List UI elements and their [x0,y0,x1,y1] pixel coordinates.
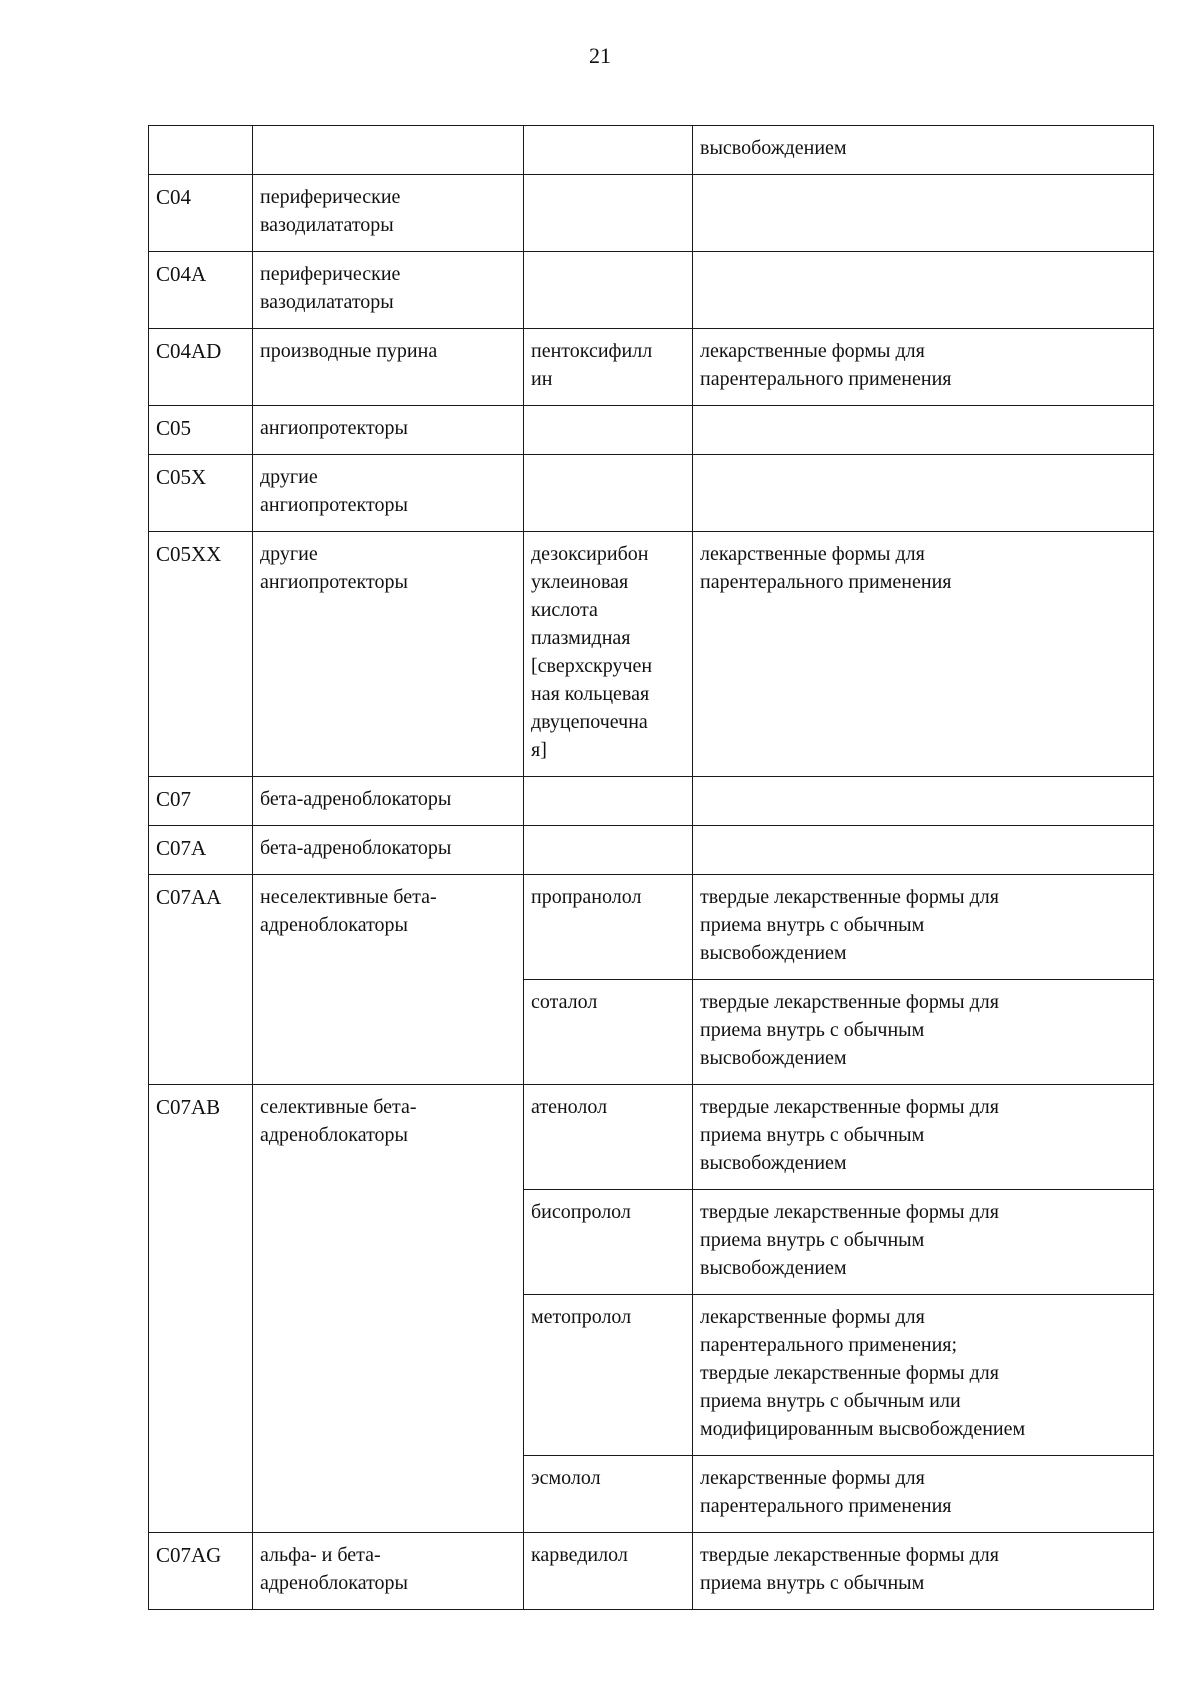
dosage-form: твердые лекарственные формы для приема внутрь с обычным высвобождением [693,1085,1154,1190]
dosage-form [693,455,1154,532]
dosage-form [693,252,1154,329]
atc-code: C07 [149,777,253,826]
table-row [149,777,1154,826]
dosage-form: твердые лекарственные формы для приема внутрь с обычным высвобождением [693,875,1154,980]
group-name: периферические вазодилататоры [253,252,524,329]
group-name [253,126,524,175]
atc-code: C07AA [149,875,253,1085]
table-row [149,455,1154,532]
atc-code [149,126,253,175]
dosage-form [693,826,1154,875]
drug-name [524,826,693,875]
group-name: производные пурина [253,329,524,406]
dosage-form: лекарственные формы для парентерального применения; твердые лекарственные формы для приема внутрь с обычным или модифицированным высвобождением [693,1295,1154,1456]
group-name: альфа- и бета- адреноблокаторы [253,1533,524,1610]
atc-code: C07AB [149,1085,253,1533]
group-name: другие ангиопротекторы [253,532,524,777]
table-row [149,875,1154,980]
group-name: ангиопротекторы [253,406,524,455]
drug-name: соталол [524,980,693,1085]
page-number: 21 [589,43,611,68]
atc-code: C07AG [149,1533,253,1610]
dosage-form: твердые лекарственные формы для приема внутрь с обычным высвобождением [693,980,1154,1085]
dosage-form [693,406,1154,455]
group-name: неселективные бета- адреноблокаторы [253,875,524,1085]
dosage-form: лекарственные формы для парентерального применения [693,532,1154,777]
drug-name: дезоксирибон уклеиновая кислота плазмидная [сверхскручен ная кольцевая двуцепочечна я] [524,532,693,777]
dosage-form: твердые лекарственные формы для приема внутрь с обычным высвобождением [693,1190,1154,1295]
dosage-form: лекарственные формы для парентерального применения [693,329,1154,406]
table-row [149,329,1154,406]
table-row [149,1533,1154,1610]
table-row [149,532,1154,777]
drug-name: атенолол [524,1085,693,1190]
group-name: другие ангиопротекторы [253,455,524,532]
table-row [149,126,1154,175]
dosage-form: высвобождением [693,126,1154,175]
atc-code: C04 [149,175,253,252]
atc-code: C05XX [149,532,253,777]
dosage-form [693,175,1154,252]
dosage-form: твердые лекарственные формы для приема внутрь с обычным [693,1533,1154,1610]
dosage-form [693,777,1154,826]
dosage-form: лекарственные формы для парентерального применения [693,1456,1154,1533]
table-row [149,252,1154,329]
drug-name: эсмолол [524,1456,693,1533]
drug-name [524,175,693,252]
group-name: периферические вазодилататоры [253,175,524,252]
table-row [149,175,1154,252]
drug-name [524,406,693,455]
drug-name: бисопролол [524,1190,693,1295]
atc-code: C05 [149,406,253,455]
group-name: бета-адреноблокаторы [253,777,524,826]
atc-code: C07A [149,826,253,875]
table-row [149,1085,1154,1190]
drug-name [524,455,693,532]
drug-name [524,126,693,175]
atc-code: C05X [149,455,253,532]
drug-name: карведилол [524,1533,693,1610]
atc-code: C04AD [149,329,253,406]
drug-name [524,252,693,329]
group-name: бета-адреноблокаторы [253,826,524,875]
group-name: селективные бета- адреноблокаторы [253,1085,524,1533]
table-row [149,826,1154,875]
drug-name: пентоксифилл ин [524,329,693,406]
table-row [149,406,1154,455]
drug-name [524,777,693,826]
drug-table [148,125,1154,1610]
atc-code: C04A [149,252,253,329]
drug-name: метопролол [524,1295,693,1456]
drug-name: пропранолол [524,875,693,980]
